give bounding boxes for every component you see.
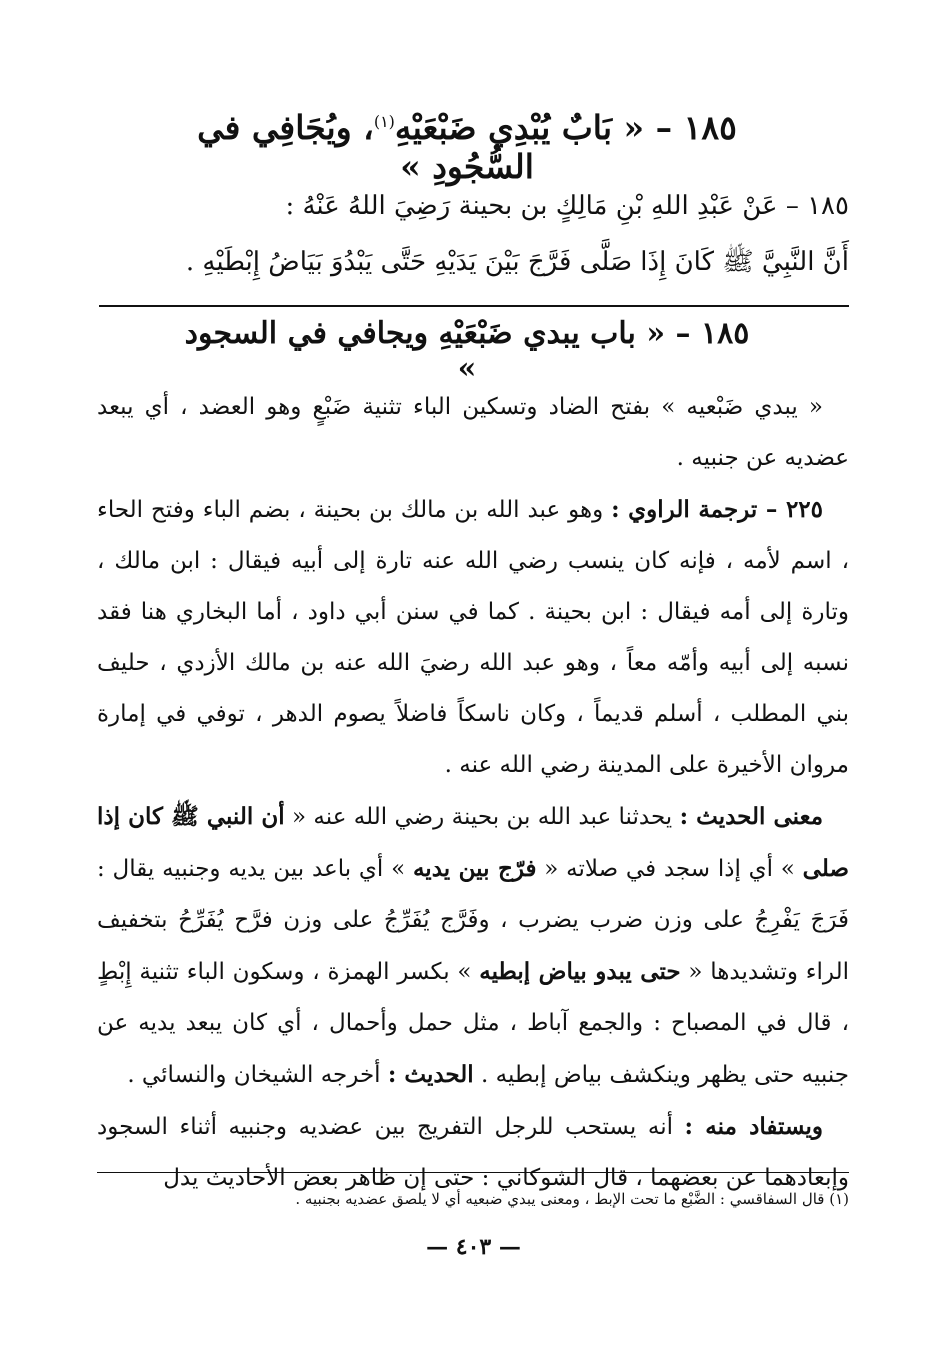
paragraph-definition: « يبدي ضَبْعيه » بفتح الضاد وتسكين الباء تثنية ضَبْعٍ وهو العضد ، أي يبعد عضديه عن جنبيه . bbox=[97, 394, 849, 471]
hadith-line-1: ١٨٥ – عَنْ عَبْدِ اللهِ بْنِ مَالِكٍ بن بحينة رَضِيَ اللهُ عَنْهُ : bbox=[285, 191, 849, 221]
meaning-quote-3: حتى يبدو بياض إبطيه bbox=[479, 958, 681, 985]
chapter-heading-rest: ، ويُجَافِي في السُّجُودِ » bbox=[197, 108, 534, 186]
footnote-marker: (١) bbox=[373, 112, 395, 131]
hadith-line-2: أَنَّ النَّبِيَّ ﷺ كَانَ إِذَا صَلَّى فَرَّجَ بَيْنَ يَدَيْهِ حَتَّى يَبْدُوَ بَيَاضُ إِبْطَيْهِ . bbox=[185, 247, 849, 277]
paragraph-benefits bbox=[97, 1101, 849, 1204]
narrator-label: ٢٢٥ – ترجمة الراوي : bbox=[611, 496, 824, 523]
meaning-label: معنى الحديث : bbox=[679, 803, 824, 830]
commentary-body bbox=[97, 382, 849, 1204]
commentary-title: ١٨٥ – « باب يبدي ضَبْعَيْهِ ويجافي في السجود » bbox=[184, 316, 750, 386]
footnote-rule bbox=[97, 1172, 849, 1173]
chapter-heading: ١٨٥ – « بَابٌ يُبْدِي ضَبْعَيْهِ bbox=[394, 108, 737, 147]
benefits-label: ويستفاد منه : bbox=[684, 1113, 823, 1140]
hadith-text bbox=[89, 178, 849, 290]
page-number: — ٤٠٣ — bbox=[426, 1234, 521, 1260]
meaning-text-e: » أي باعد بين يديه وجنبيه يقال : فَرَجَ يَفْرِجُ على وزن ضرب يضرب ، وفَرَّج يُفَرِّجُ على وزن فرَّح يُفَرِّحُ بتخفيف الراء وتشديدها « bbox=[97, 856, 850, 985]
meaning-quote-2: فرّج بين يديه bbox=[412, 855, 537, 882]
chapter-title bbox=[147, 108, 787, 186]
paragraph-meaning bbox=[97, 791, 849, 1101]
benefits-text: أنه يستحب للرجل التفريج بين عضديه وجنبيه أثناء السجود وإبعادهما عن بعضهما ، قال الشوكاني : حتى إن ظاهر بعض الأحاديث يدل bbox=[97, 1114, 849, 1191]
meaning-quote-1: أن النبي ﷺ كان إذا صلى bbox=[97, 803, 849, 882]
meaning-text-a: يحدثنا عبد الله بن بحينة رضي الله عنه « bbox=[291, 804, 673, 830]
paragraph-narrator bbox=[97, 484, 849, 791]
meaning-text-g: » بكسر الهمزة ، وسكون الباء تثنية إِبْطٍ ، قال في المصباح : والجمع آباط ، مثل حمل وأحمال ، أي كان يبعد يديه عن جنبيه حتى يظهر وينكشف بياض إبطيه . bbox=[97, 959, 849, 1088]
footnote: (١) قال السفاقسي : الضَّبْع ما تحت الإبط ، ومعنى يبدي ضبعيه أي لا يلصق عضديه بجنبيه . bbox=[295, 1190, 849, 1208]
meaning-text-c: » أي إذا سجد في صلاته « bbox=[544, 856, 795, 882]
section-divider bbox=[99, 305, 849, 307]
hadith-source-text: أخرجه الشيخان والنسائي . bbox=[127, 1062, 381, 1088]
narrator-text: وهو عبد الله بن مالك بن بحينة ، بضم الباء وفتح الحاء ، اسم لأمه ، فإنه كان ينسب رضي الله عنه تارة إلى أبيه فيقال : ابن مالك ، وتارة إلى أمه فيقال : ابن بحينة . كما في سنن أبي داود ، أما البخاري هنا فقد نسبه إلى أبيه وأمّه معاً ، وهو عبد الله رضيَ الله عنه بن مالك الأزدي ، حليف بني المطلب ، أسلم قديماً ، وكان ناسكاً فاضلاً يصوم الدهر ، توفي في إمارة مروان الأخيرة على المدينة رضي الله عنه . bbox=[97, 497, 849, 778]
hadith-source-label: الحديث : bbox=[387, 1061, 474, 1088]
